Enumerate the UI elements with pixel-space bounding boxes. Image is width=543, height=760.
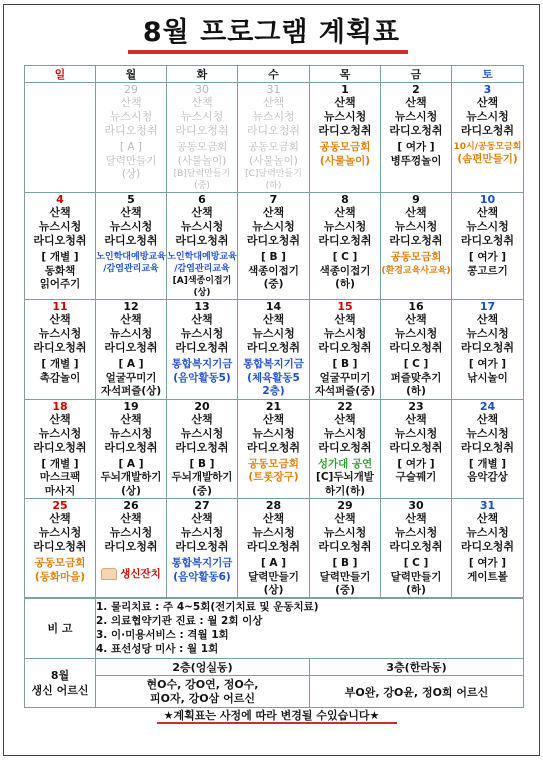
day-number: 23 bbox=[408, 399, 424, 413]
daily-activity: 라디오청취 bbox=[460, 540, 515, 553]
day-number: 6 bbox=[198, 193, 206, 206]
program-line: 낚시놀이 bbox=[467, 371, 508, 384]
program-line: [ 여가 ] bbox=[468, 358, 507, 370]
remarks-list bbox=[96, 598, 524, 659]
daily-activity: 라디오청취 bbox=[460, 234, 515, 247]
daily-activity: 산책 bbox=[191, 512, 213, 525]
day-number: 11 bbox=[52, 300, 68, 313]
program-line: (상) bbox=[263, 584, 284, 596]
daily-activity: 라디오청취 bbox=[389, 540, 443, 553]
day-cell bbox=[381, 193, 452, 300]
program-line: 공동모금회 bbox=[34, 557, 86, 569]
week-row bbox=[25, 83, 524, 193]
program-line: [ A ] bbox=[260, 557, 287, 569]
daily-activity: 산책 bbox=[120, 412, 142, 426]
program-line: [ 개별 ] bbox=[468, 457, 507, 470]
daily-activity: 라디오청취 bbox=[33, 440, 87, 454]
day-number: 9 bbox=[412, 193, 420, 206]
day-cell bbox=[310, 499, 381, 599]
program-line: [C]두뇌개발 bbox=[316, 471, 374, 483]
daily-activity: 뉴스시청 bbox=[394, 526, 438, 539]
daily-activity: 산책 bbox=[334, 96, 356, 109]
daily-activity: 산책 bbox=[191, 313, 213, 326]
daily-activity: 라디오청취 bbox=[389, 341, 443, 354]
day-number: 13 bbox=[194, 300, 210, 313]
program-line: 2층) bbox=[262, 385, 285, 397]
daily-activity: 산책 bbox=[476, 412, 499, 426]
program-line: (환경교육사교육) bbox=[381, 265, 451, 276]
daily-activity: 라디오청취 bbox=[318, 234, 372, 247]
daily-activity: 산책 bbox=[405, 512, 427, 525]
daily-activity: 라디오청취 bbox=[104, 234, 158, 247]
program-line: 동화책 bbox=[44, 264, 76, 277]
daily-activity: 산책 bbox=[262, 96, 285, 109]
program-line: (음악활동6) bbox=[173, 570, 231, 583]
program-line: [ C ] bbox=[403, 358, 429, 370]
day-cell bbox=[96, 499, 167, 599]
daily-activity: 산책 bbox=[405, 96, 427, 109]
daily-activity: 산책 bbox=[262, 206, 285, 219]
remarks-label: 비 고 bbox=[25, 598, 96, 659]
day-cell bbox=[167, 300, 238, 400]
day-number: 30 bbox=[408, 499, 424, 512]
program-line: [A]색종이접기(상) bbox=[172, 276, 232, 298]
daily-activity: 뉴스시청 bbox=[323, 220, 367, 233]
daily-activity: 라디오청취 bbox=[33, 341, 87, 354]
program-line: (하) bbox=[335, 278, 355, 290]
birthday-label-month: 8월 bbox=[50, 669, 70, 682]
daily-activity: 산책 bbox=[476, 96, 499, 109]
weekday-header-row bbox=[25, 66, 524, 83]
daily-activity: 뉴스시청 bbox=[38, 327, 82, 340]
daily-activity: 라디오청취 bbox=[460, 124, 515, 137]
program-line: [ B ] bbox=[332, 358, 358, 370]
program-line: (중) bbox=[263, 278, 284, 290]
floor3-label: 3층(한라동) bbox=[310, 659, 524, 676]
program-line: 마사지 bbox=[44, 484, 76, 497]
weekday-sun: 일 bbox=[25, 66, 96, 83]
program-line: 두뇌개발하기 bbox=[171, 471, 233, 483]
program-line: (사물놀이) bbox=[319, 154, 371, 167]
daily-activity: 라디오청취 bbox=[175, 540, 229, 553]
day-number: 31 bbox=[266, 83, 281, 96]
daily-activity: 라디오청취 bbox=[175, 341, 229, 354]
program-line: 콩고르기 bbox=[467, 264, 508, 277]
program-line bbox=[96, 568, 166, 582]
floor2-names-line: 현O수, 강O연, 정O수, bbox=[146, 677, 259, 691]
day-number: 10 bbox=[479, 193, 496, 206]
program-line: 달력만들기 bbox=[105, 154, 157, 167]
daily-activity: 라디오청취 bbox=[389, 234, 443, 247]
week-row bbox=[25, 399, 524, 499]
program-line: /감염관리교육 bbox=[103, 264, 159, 274]
daily-activity: 뉴스시청 bbox=[323, 110, 367, 123]
program-line: [ 여가 ] bbox=[397, 457, 435, 470]
day-number: 17 bbox=[479, 300, 496, 313]
program-line: 병뚜껑놀이 bbox=[390, 154, 442, 167]
daily-activity: 라디오청취 bbox=[318, 440, 372, 454]
remark-item: 1. 물리치료 : 주 4~5회(전기치료 및 운동치료) bbox=[96, 601, 319, 613]
program-line: 달력만들기 bbox=[248, 570, 299, 583]
day-cell bbox=[96, 399, 167, 499]
floor2-names bbox=[96, 676, 310, 708]
daily-activity: 산책 bbox=[262, 412, 285, 426]
program-line: (사물놀이) bbox=[177, 154, 227, 167]
day-number: 29 bbox=[124, 83, 138, 96]
program-line: (상) bbox=[121, 168, 141, 180]
daily-activity: 산책 bbox=[405, 412, 427, 426]
calendar-table bbox=[24, 65, 524, 599]
daily-activity: 뉴스시청 bbox=[38, 426, 82, 440]
program-line: 촉감놀이 bbox=[39, 371, 81, 384]
day-cell bbox=[381, 399, 452, 499]
floor2-label: 2층(엉실동) bbox=[96, 659, 310, 676]
program-line: 얼굴꾸미기 bbox=[105, 371, 157, 384]
daily-activity: 산책 bbox=[191, 412, 213, 426]
daily-activity: 라디오청취 bbox=[104, 341, 158, 354]
program-line: 공동모금회 bbox=[176, 141, 228, 153]
program-line: [ 개별 ] bbox=[41, 358, 79, 370]
footer-note: ★계획표는 사정에 따라 변경될 수있습니다★ bbox=[163, 709, 380, 722]
program-line: (중) bbox=[192, 484, 212, 497]
program-line: [C]달력만들기(하) bbox=[245, 169, 302, 191]
daily-activity: 산책 bbox=[49, 313, 71, 326]
day-number: 19 bbox=[123, 399, 139, 413]
day-number: 24 bbox=[479, 399, 496, 413]
program-line: [ B ] bbox=[261, 251, 286, 263]
day-cell bbox=[25, 399, 96, 499]
program-line: 읽어주기 bbox=[39, 278, 81, 290]
day-cell bbox=[310, 300, 381, 400]
program-line: (상) bbox=[121, 484, 141, 497]
program-line: [ A ] bbox=[119, 141, 143, 153]
program-line: (트롯장구) bbox=[248, 471, 299, 483]
day-cell bbox=[310, 399, 381, 499]
daily-activity: 라디오청취 bbox=[460, 341, 515, 354]
daily-activity: 산책 bbox=[334, 313, 356, 326]
day-cell bbox=[310, 83, 381, 193]
daily-activity: 라디오청취 bbox=[104, 440, 158, 454]
day-cell bbox=[167, 193, 238, 300]
weekday-fri: 금 bbox=[381, 66, 452, 83]
day-number: 18 bbox=[52, 399, 68, 413]
program-line: 통합복지기금 bbox=[243, 358, 304, 370]
daily-activity: 뉴스시청 bbox=[109, 220, 153, 233]
daily-activity: 산책 bbox=[262, 512, 285, 525]
day-number: 29 bbox=[337, 499, 353, 512]
daily-activity: 라디오청취 bbox=[33, 234, 87, 247]
daily-activity: 뉴스시청 bbox=[323, 426, 367, 440]
program-line: [B]달력만들기(중) bbox=[173, 169, 231, 191]
daily-activity: 뉴스시청 bbox=[180, 220, 224, 233]
daily-activity: 뉴스시청 bbox=[38, 526, 82, 539]
day-cell bbox=[25, 83, 96, 193]
day-cell bbox=[96, 193, 167, 300]
day-number: 3 bbox=[483, 83, 492, 96]
program-text: 생신잔치 bbox=[120, 568, 161, 580]
program-line: (사물놀이) bbox=[249, 154, 298, 167]
daily-activity: 산책 bbox=[191, 96, 213, 109]
program-line: 공동모금회 bbox=[248, 457, 299, 470]
daily-activity: 산책 bbox=[120, 206, 142, 219]
weekday-tue: 화 bbox=[167, 66, 238, 83]
program-line: 자석퍼즐(상) bbox=[100, 385, 162, 397]
remark-item: 4. 표선성당 미사 : 월 1회 bbox=[96, 643, 219, 655]
week-row bbox=[25, 193, 524, 300]
daily-activity: 뉴스시청 bbox=[180, 426, 224, 440]
daily-activity: 산책 bbox=[334, 512, 356, 525]
daily-activity: 라디오청취 bbox=[246, 540, 301, 553]
floor2-names-line: 피O자, 강O삼 어르신 bbox=[150, 691, 255, 705]
title-underline bbox=[128, 50, 408, 54]
daily-activity: 뉴스시청 bbox=[109, 327, 153, 340]
remark-item: 2. 의료협약기관 진료 : 월 2회 이상 bbox=[96, 615, 263, 627]
daily-activity: 산책 bbox=[120, 512, 142, 525]
daily-activity: 산책 bbox=[49, 412, 71, 426]
weekday-thu: 목 bbox=[310, 66, 381, 83]
day-number: 5 bbox=[127, 193, 135, 206]
program-line: 하기(하) bbox=[324, 484, 366, 497]
day-cell bbox=[167, 399, 238, 499]
day-number: 12 bbox=[123, 300, 139, 313]
day-cell bbox=[381, 499, 452, 599]
program-line: 달력만들기 bbox=[319, 570, 371, 583]
daily-activity: 산책 bbox=[476, 512, 499, 525]
daily-activity: 뉴스시청 bbox=[252, 220, 295, 233]
program-line: 자석퍼즐(중) bbox=[314, 385, 376, 397]
program-line: 마스크팩 bbox=[39, 471, 81, 483]
day-cell bbox=[96, 300, 167, 400]
day-number: 30 bbox=[195, 83, 209, 96]
daily-activity: 뉴스시청 bbox=[180, 526, 224, 539]
daily-activity: 뉴스시청 bbox=[466, 426, 509, 440]
program-line: 공동모금회 bbox=[390, 251, 442, 263]
daily-activity: 라디오청취 bbox=[175, 440, 229, 454]
daily-activity: 라디오청취 bbox=[318, 540, 372, 553]
daily-activity: 라디오청취 bbox=[389, 440, 443, 454]
program-line: 통합복지기금 bbox=[171, 358, 233, 370]
daily-activity: 산책 bbox=[49, 512, 71, 525]
day-number: 31 bbox=[479, 499, 496, 512]
daily-activity: 뉴스시청 bbox=[466, 327, 509, 340]
program-line: 공동모금회 bbox=[319, 141, 371, 153]
program-line: [ 여가 ] bbox=[397, 141, 435, 153]
day-number: 4 bbox=[56, 193, 64, 206]
program-line: 퍼즐맞추기 bbox=[390, 371, 442, 384]
daily-activity: 산책 bbox=[262, 313, 285, 326]
program-line: [ 개별 ] bbox=[41, 457, 79, 470]
program-line: [ A ] bbox=[118, 457, 144, 470]
daily-activity: 산책 bbox=[334, 412, 356, 426]
remarks-table bbox=[24, 597, 524, 708]
daily-activity: 뉴스시청 bbox=[252, 526, 295, 539]
program-line: [ B ] bbox=[189, 457, 215, 470]
day-cell bbox=[452, 83, 524, 193]
day-cell bbox=[452, 499, 524, 599]
day-cell bbox=[25, 300, 96, 400]
daily-activity: 라디오청취 bbox=[318, 341, 372, 354]
program-line: 노인학대예방교육 bbox=[96, 252, 166, 262]
daily-activity: 산책 bbox=[405, 206, 427, 219]
program-line: [ B ] bbox=[332, 557, 358, 569]
daily-activity: 뉴스시청 bbox=[323, 327, 367, 340]
program-line: 얼굴꾸미기 bbox=[319, 371, 371, 384]
program-line: [ 여가 ] bbox=[468, 251, 507, 263]
daily-activity: 산책 bbox=[120, 313, 142, 326]
day-number: 2 bbox=[412, 83, 420, 96]
daily-activity: 뉴스시청 bbox=[252, 110, 295, 123]
daily-activity: 라디오청취 bbox=[246, 124, 301, 137]
program-line: 색종이접기 bbox=[248, 264, 299, 277]
daily-activity: 산책 bbox=[120, 96, 142, 109]
daily-activity: 뉴스시청 bbox=[323, 526, 367, 539]
daily-activity: 뉴스시청 bbox=[109, 426, 153, 440]
daily-activity: 라디오청취 bbox=[318, 124, 372, 137]
daily-activity: 뉴스시청 bbox=[394, 220, 438, 233]
program-line: 구슬꿰기 bbox=[395, 471, 437, 483]
day-cell bbox=[238, 399, 310, 499]
daily-activity: 라디오청취 bbox=[175, 234, 229, 247]
daily-activity: 뉴스시청 bbox=[180, 110, 224, 123]
day-cell bbox=[310, 193, 381, 300]
day-number: 1 bbox=[341, 83, 349, 96]
program-line: [ C ] bbox=[403, 557, 429, 569]
daily-activity: 산책 bbox=[334, 206, 356, 219]
program-line: 10시/공동모금회 bbox=[453, 142, 522, 152]
daily-activity: 산책 bbox=[405, 313, 427, 326]
day-cell bbox=[238, 499, 310, 599]
program-line: (음악활동5) bbox=[173, 371, 231, 384]
program-line: /감염관리교육 bbox=[174, 264, 230, 274]
daily-activity: 뉴스시청 bbox=[466, 110, 509, 123]
weekday-wed: 수 bbox=[238, 66, 310, 83]
day-number: 14 bbox=[265, 300, 282, 313]
daily-activity: 뉴스시청 bbox=[466, 526, 509, 539]
day-number: 15 bbox=[337, 300, 353, 313]
program-line: 달력만들기 bbox=[390, 570, 442, 583]
daily-activity: 라디오청취 bbox=[460, 440, 515, 454]
footer-underline bbox=[157, 722, 397, 724]
day-cell bbox=[452, 300, 524, 400]
daily-activity: 라디오청취 bbox=[104, 124, 158, 137]
day-number: 21 bbox=[265, 399, 282, 413]
daily-activity: 라디오청취 bbox=[246, 234, 301, 247]
birthday-label bbox=[25, 659, 96, 708]
program-line: (하) bbox=[406, 584, 426, 596]
floor3-names: 부O완, 강O윤, 정O희 어르신 bbox=[310, 676, 524, 708]
program-line: (중) bbox=[335, 584, 355, 596]
day-number: 22 bbox=[337, 399, 353, 413]
daily-activity: 산책 bbox=[49, 206, 71, 219]
birthday-label-text: 생신 어르신 bbox=[31, 684, 89, 697]
program-line: [ 개별 ] bbox=[41, 251, 79, 263]
birthday-cake-icon bbox=[101, 568, 117, 580]
day-cell bbox=[381, 83, 452, 193]
program-line: 공동모금회 bbox=[248, 141, 299, 153]
day-cell bbox=[238, 83, 310, 193]
daily-activity: 뉴스시청 bbox=[252, 426, 295, 440]
program-line: (체육활동5 bbox=[247, 371, 300, 384]
day-number: 28 bbox=[265, 499, 282, 512]
day-number: 20 bbox=[194, 399, 210, 413]
program-line: 음악감상 bbox=[467, 471, 508, 483]
daily-activity: 라디오청취 bbox=[175, 124, 229, 137]
week-row bbox=[25, 300, 524, 400]
program-line: 두뇌개발하기 bbox=[100, 471, 162, 483]
daily-activity: 뉴스시청 bbox=[109, 526, 153, 539]
day-number: 27 bbox=[194, 499, 210, 512]
daily-activity: 뉴스시청 bbox=[466, 220, 509, 233]
daily-activity: 라디오청취 bbox=[389, 124, 443, 137]
daily-activity: 뉴스시청 bbox=[394, 426, 438, 440]
daily-activity: 뉴스시청 bbox=[394, 110, 438, 123]
program-line: [ A ] bbox=[118, 358, 144, 370]
day-cell bbox=[167, 83, 238, 193]
program-line: 노인학대예방교육 bbox=[167, 252, 237, 262]
weekday-sat: 토 bbox=[452, 66, 524, 83]
daily-activity: 라디오청취 bbox=[246, 341, 301, 354]
daily-activity: 라디오청취 bbox=[246, 440, 301, 454]
page-title: 8월 프로그램 계획표 bbox=[142, 17, 401, 48]
day-cell bbox=[25, 193, 96, 300]
program-line: 게이트볼 bbox=[467, 570, 508, 583]
program-line: [ C ] bbox=[332, 251, 358, 263]
day-number: 8 bbox=[341, 193, 349, 206]
program-line: (솜편만들기) bbox=[457, 153, 518, 165]
daily-activity: 산책 bbox=[191, 206, 213, 219]
program-line: 성가대 공연 bbox=[317, 457, 373, 470]
daily-activity: 뉴스시청 bbox=[109, 110, 153, 123]
program-line: (하) bbox=[406, 385, 426, 397]
daily-activity: 뉴스시청 bbox=[394, 327, 438, 340]
program-line: 통합복지기금 bbox=[171, 557, 233, 569]
program-line: 색종이접기 bbox=[319, 264, 371, 277]
day-number: 26 bbox=[123, 499, 139, 512]
daily-activity: 라디오청취 bbox=[104, 540, 158, 553]
day-cell bbox=[238, 300, 310, 400]
daily-activity: 뉴스시청 bbox=[180, 327, 224, 340]
program-line: (동화마을) bbox=[34, 570, 86, 583]
day-cell bbox=[452, 193, 524, 300]
daily-activity: 산책 bbox=[476, 206, 499, 219]
day-cell bbox=[96, 83, 167, 193]
day-number: 25 bbox=[52, 499, 68, 512]
day-cell bbox=[25, 499, 96, 599]
day-cell bbox=[167, 499, 238, 599]
daily-activity: 뉴스시청 bbox=[252, 327, 295, 340]
day-number: 16 bbox=[408, 300, 424, 313]
daily-activity: 라디오청취 bbox=[33, 540, 87, 553]
daily-activity: 뉴스시청 bbox=[38, 220, 82, 233]
weekday-mon: 월 bbox=[96, 66, 167, 83]
remark-item: 3. 이·미용서비스 : 격월 1회 bbox=[96, 629, 229, 641]
day-cell bbox=[381, 300, 452, 400]
week-row bbox=[25, 499, 524, 599]
daily-activity: 산책 bbox=[476, 313, 499, 326]
day-cell bbox=[238, 193, 310, 300]
day-cell bbox=[452, 399, 524, 499]
day-number: 7 bbox=[269, 193, 278, 206]
program-line: [ 여가 ] bbox=[468, 557, 507, 569]
